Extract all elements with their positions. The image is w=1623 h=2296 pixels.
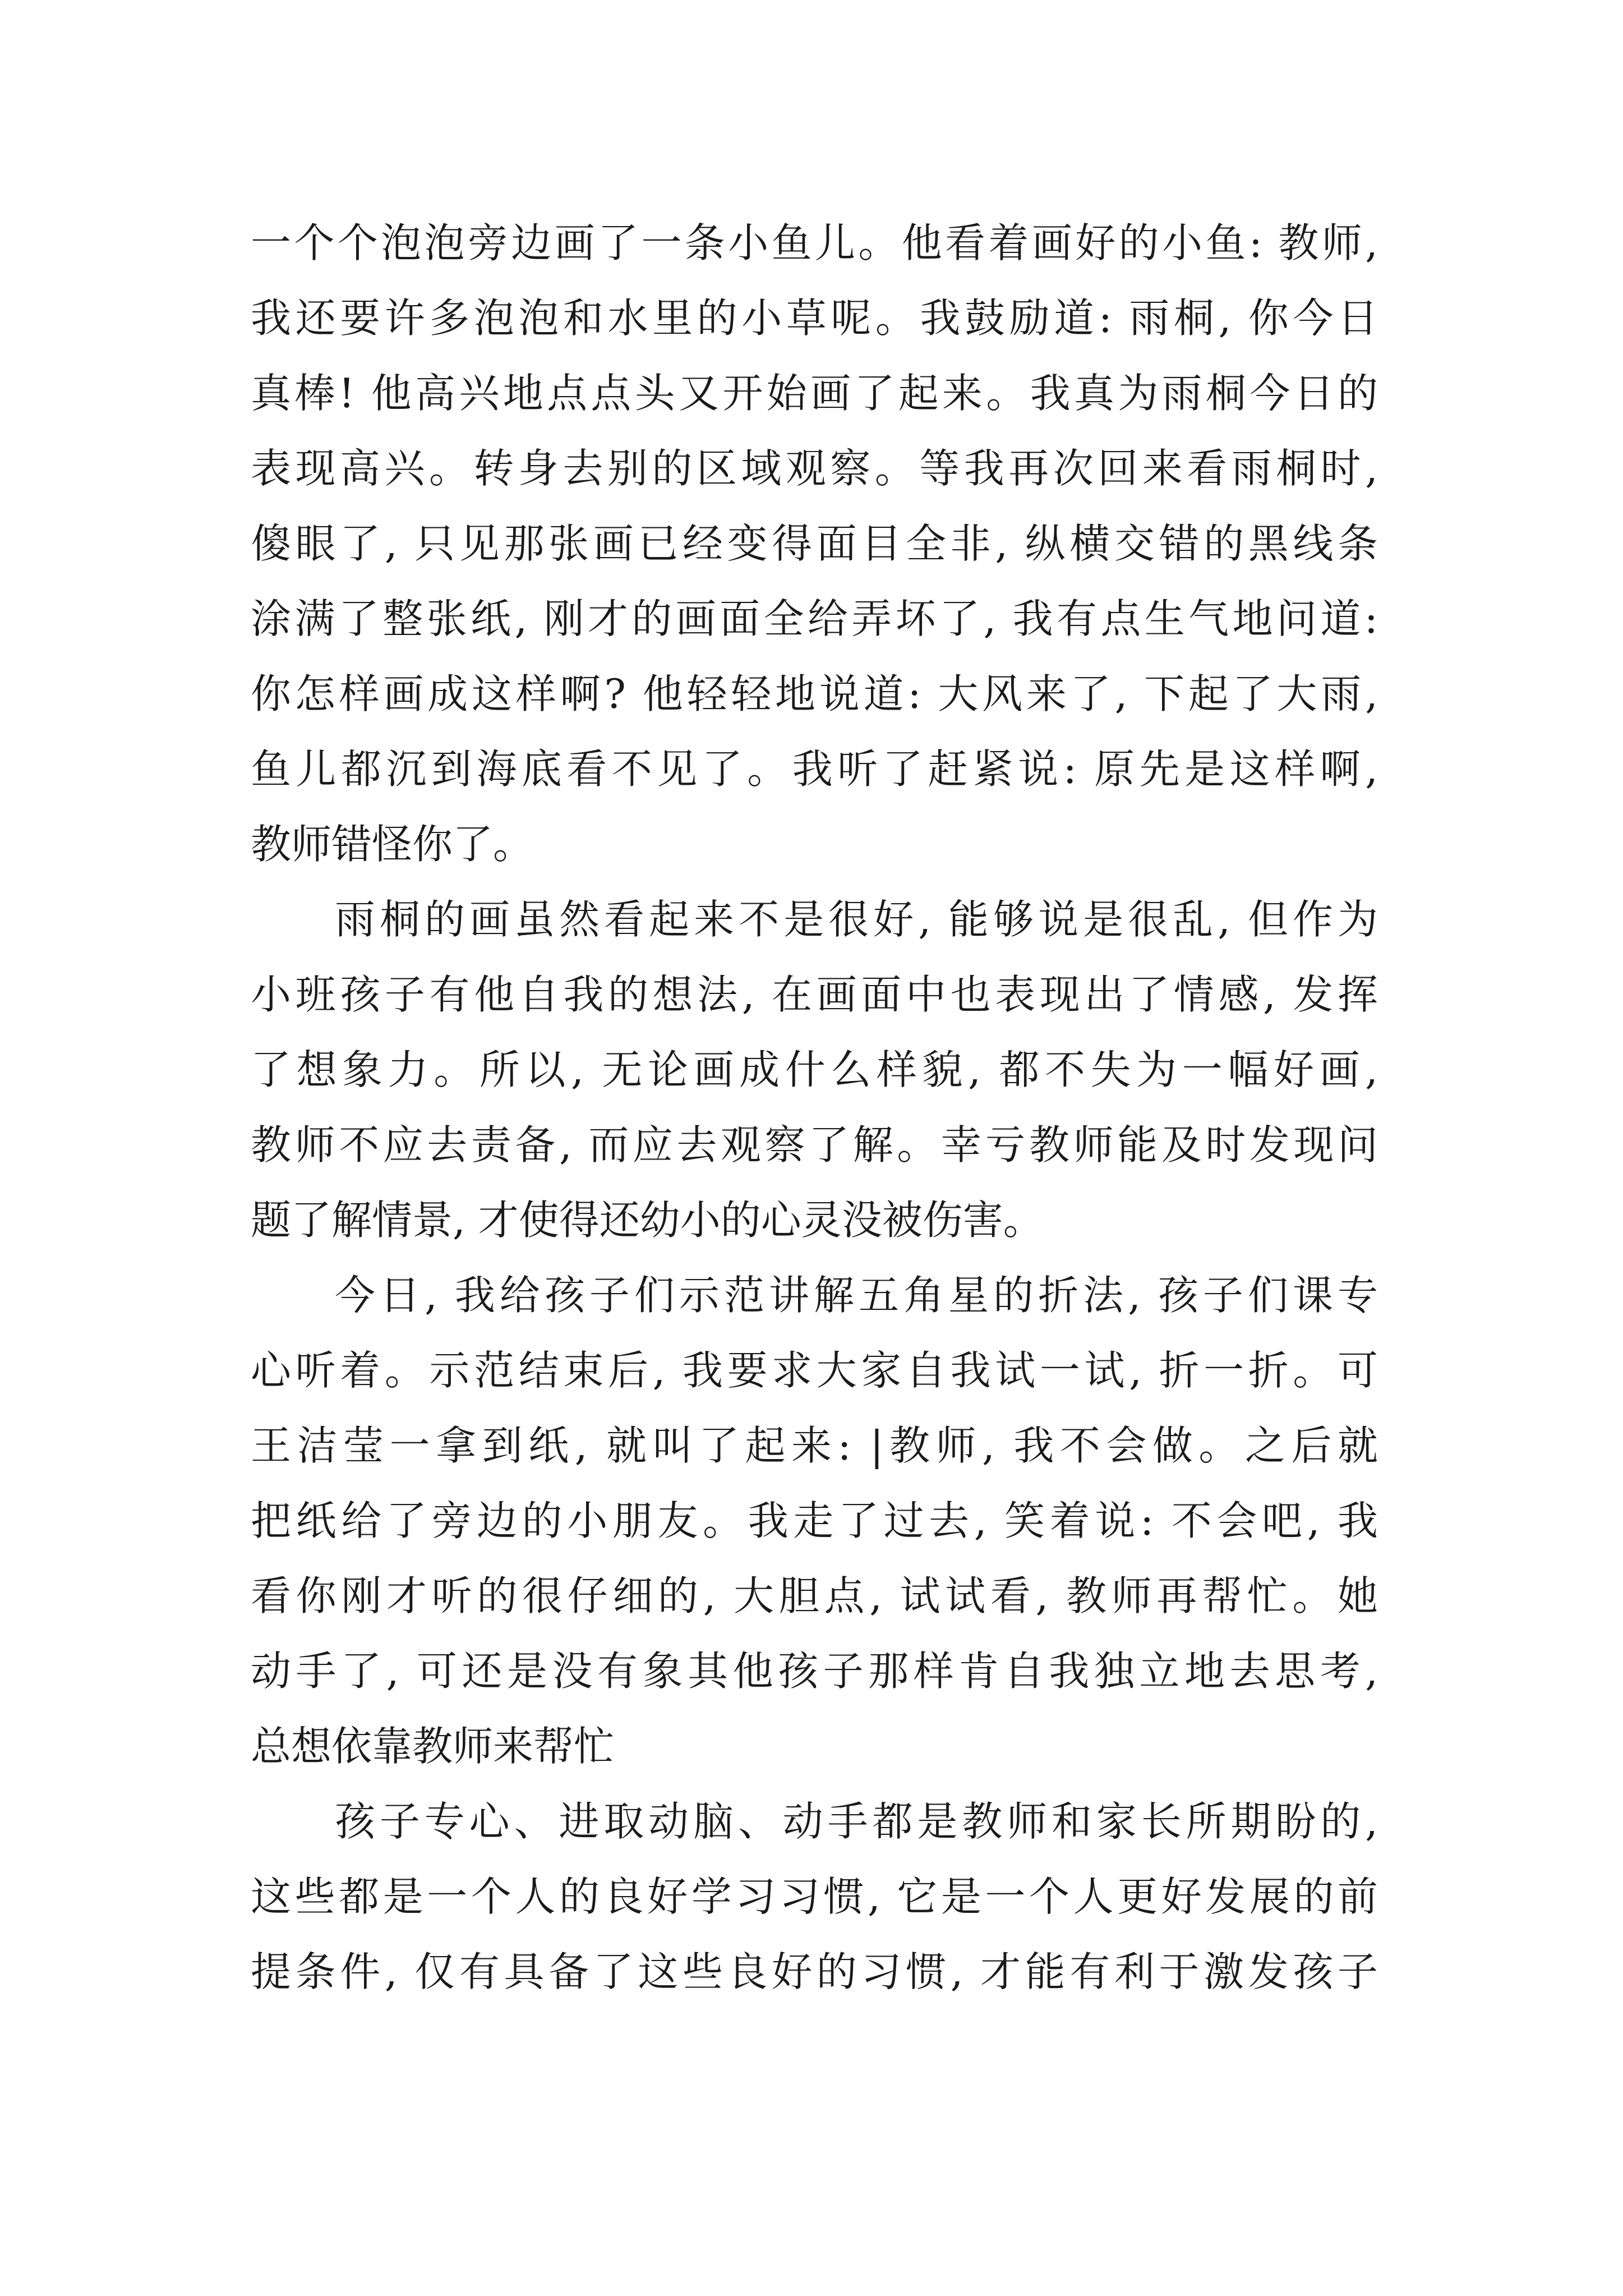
text-line: 把纸给了旁边的小朋友。我走了过去, 笑着说: 不会吧, 我	[251, 1497, 1378, 1544]
text-line: 教师不应去责备, 而应去观察了解。幸亏教师能及时发现问	[251, 1121, 1378, 1168]
text-line: 了想象力。所以, 无论画成什么样貌, 都不失为一幅好画,	[251, 1046, 1378, 1093]
text-line: 真棒! 他高兴地点点头又开始画了起来。我真为雨桐今日的	[251, 370, 1378, 417]
text-line: 看你刚才听的很仔细的, 大胆点, 试试看, 教师再帮忙。她	[251, 1572, 1378, 1619]
text-line: 鱼儿都沉到海底看不见了。我听了赶紧说: 原先是这样啊,	[251, 746, 1378, 793]
text-line: 你怎样画成这样啊? 他轻轻地说道: 大风来了, 下起了大雨,	[251, 670, 1378, 717]
text-line: 表现高兴。转身去别的区域观察。等我再次回来看雨桐时,	[251, 445, 1378, 492]
paragraph	[251, 1784, 1378, 2009]
paragraph	[251, 205, 1378, 882]
paragraph	[251, 882, 1378, 1258]
text-line: 这些都是一个人的良好学习习惯, 它是一个人更好发展的前	[251, 1873, 1378, 1920]
text-line: 王洁莹一拿到纸, 就叫了起来: |教师, 我不会做。之后就	[251, 1422, 1378, 1469]
text-line: 动手了, 可还是没有象其他孩子那样肯自我独立地去思考,	[251, 1648, 1378, 1695]
text-line: 教师错怪你了。	[251, 821, 534, 868]
text-line: 心听着。示范结束后, 我要求大家自我试一试, 折一折。可	[251, 1347, 1378, 1394]
text-line: 一个个泡泡旁边画了一条小鱼儿。他看着画好的小鱼: 教师,	[251, 219, 1378, 266]
text-line: 孩子专心、进取动脑、动手都是教师和家长所期盼的,	[335, 1798, 1378, 1845]
text-line: 傻眼了, 只见那张画已经变得面目全非, 纵横交错的黑线条	[251, 520, 1378, 567]
text-line: 今日, 我给孩子们示范讲解五角星的折法, 孩子们课专	[335, 1272, 1378, 1319]
text-line: 小班孩子有他自我的想法, 在画面中也表现出了情感, 发挥	[251, 971, 1378, 1018]
text-line: 提条件, 仅有具备了这些良好的习惯, 才能有利于激发孩子	[251, 1948, 1378, 1995]
text-line: 题了解情景, 才使得还幼小的心灵没被伤害。	[251, 1197, 1044, 1244]
text-line: 我还要许多泡泡和水里的小草呢。我鼓励道: 雨桐, 你今日	[251, 295, 1378, 342]
text-line: 雨桐的画虽然看起来不是很好, 能够说是很乱, 但作为	[335, 896, 1378, 943]
document-body	[251, 205, 1378, 2009]
paragraph	[251, 1258, 1378, 1784]
text-line: 总想依靠教师来帮忙	[251, 1723, 615, 1770]
text-line: 涂满了整张纸, 刚才的画面全给弄坏了, 我有点生气地问道:	[251, 595, 1378, 642]
